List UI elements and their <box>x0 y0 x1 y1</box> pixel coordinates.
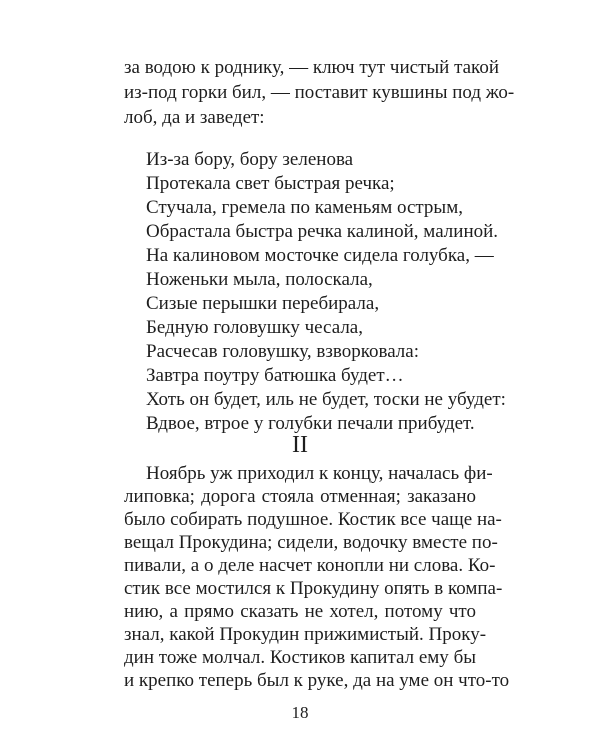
opening-line: за водою к роднику, — ключ тут чистый такой <box>124 57 499 78</box>
verse-line: Расчесав головушку, взворковала: <box>146 341 419 362</box>
paragraph-line: стик все мостился к Прокудину опять в компа- <box>124 578 503 599</box>
verse-line: Хоть он будет, иль не будет, тоски не убудет: <box>146 389 506 410</box>
paragraph-line: знал, какой Прокудин прижимистый. Проку- <box>124 624 487 645</box>
paragraph-line: Ноябрь уж приходил к концу, началась фи- <box>146 463 493 484</box>
verse-line: Бедную головушку чесала, <box>146 317 363 338</box>
opening-line: лоб, да и заведет: <box>124 107 265 128</box>
page-number: 18 <box>291 703 309 722</box>
verse-line: Сизые перышки перебирала, <box>146 293 380 314</box>
verse-line: Из-за бору, бору зеленова <box>146 149 354 170</box>
verse-line: Протекала свет быстрая речка; <box>146 173 395 194</box>
verse-line: Обрастала быстра речка калиной, малиной. <box>146 221 499 242</box>
paragraph-line: дин тоже молчал. Костиков капитал ему бы <box>124 647 476 668</box>
verse-line: Стучала, гремела по каменьям острым, <box>146 197 463 218</box>
verse-line: Ноженьки мыла, полоскала, <box>146 269 373 290</box>
paragraph-line: было собирать подушное. Костик все чаще на- <box>124 509 502 530</box>
chapter-heading: II <box>292 432 308 458</box>
opening-line: из-под горки бил, — поставит кувшины под жо- <box>124 82 515 103</box>
verse-line: Завтра поутру батюшка будет… <box>146 365 404 386</box>
paragraph-line: вещал Прокудина; сидели, водочку вместе по- <box>124 532 498 553</box>
verse-line: Вдвое, втрое у голубки печали прибудет. <box>146 413 475 434</box>
paragraph-line: пивали, а о деле насчет конопли ни слова. Ко- <box>124 555 496 576</box>
paragraph-line: липовка; дорога стояла отменная; заказано <box>124 486 476 507</box>
paragraph-line: нию, а прямо сказать не хотел, потому что <box>124 601 476 622</box>
paragraph-line: и крепко теперь был к руке, да на уме он что-то <box>124 670 510 691</box>
verse-line: На калиновом мосточке сидела голубка, — <box>146 245 494 266</box>
